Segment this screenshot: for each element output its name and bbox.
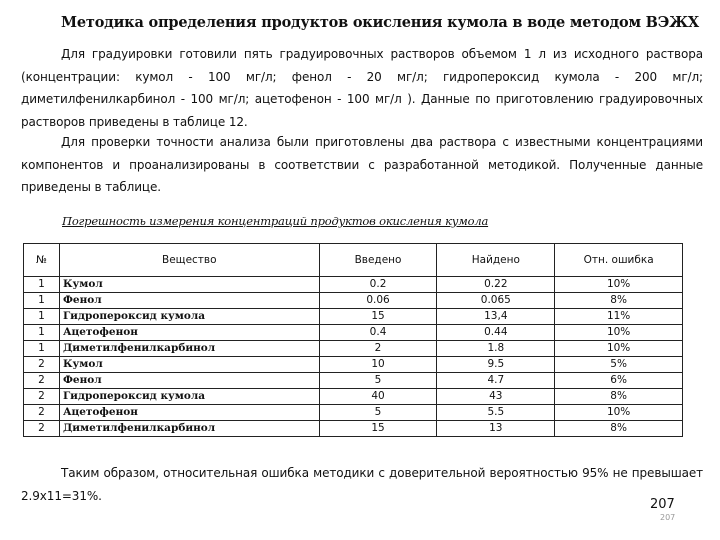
cell-added: 0.4: [319, 325, 437, 341]
cell-error: 10%: [555, 277, 683, 293]
header-found: Найдено: [437, 244, 555, 277]
cell-error: 10%: [555, 405, 683, 421]
cell-added: 5: [319, 373, 437, 389]
table-row: [24, 405, 683, 421]
cell-added: 5: [319, 405, 437, 421]
header-no: №: [24, 244, 60, 277]
cell-no: 1: [24, 309, 60, 325]
cell-error: 10%: [555, 325, 683, 341]
table-row: [24, 277, 683, 293]
paragraph-calibration: Для градуировки готовили пять градуировочных растворов объемом 1 л из исходного раствора (концентрации: кумол - 100 мг/л; фенол - 20 мг/л; гидропероксид кумола - 200 мг/л; диметилфенилкарбинол - 100 мг/л; ацетофенон - 100 мг/л ). Данные по приготовлению градуировочных растворов приведены в таблице 12.: [21, 47, 703, 129]
cell-error: 8%: [555, 389, 683, 405]
cell-error: 6%: [555, 373, 683, 389]
header-substance: Вещество: [59, 244, 319, 277]
cell-added: 40: [319, 389, 437, 405]
cell-error: 10%: [555, 341, 683, 357]
table-body: [24, 277, 683, 437]
cell-substance: Диметилфенилкарбинол: [59, 341, 319, 357]
table-row: [24, 389, 683, 405]
cell-found: 5.5: [437, 405, 555, 421]
header-added: Введено: [319, 244, 437, 277]
cell-error: 8%: [555, 293, 683, 309]
table-header-row: [24, 244, 683, 277]
table-row: [24, 421, 683, 437]
cell-no: 2: [24, 357, 60, 373]
table-row: [24, 341, 683, 357]
paragraph-accuracy-check: Для проверки точности анализа были приготовлены два раствора с известными концентрациями компонентов и проанализированы в соответствии с разработанной методикой. Полученные данные приведены в таблице.: [21, 135, 703, 194]
cell-added: 15: [319, 309, 437, 325]
cell-substance: Ацетофенон: [59, 405, 319, 421]
cell-no: 2: [24, 421, 60, 437]
cell-added: 0.06: [319, 293, 437, 309]
page-number: 207: [650, 497, 675, 512]
table-caption: Погрешность измерения концентраций продуктов окисления кумола: [62, 214, 489, 228]
cell-added: 10: [319, 357, 437, 373]
cell-error: 11%: [555, 309, 683, 325]
cell-no: 1: [24, 277, 60, 293]
table-row: [24, 357, 683, 373]
table-row: [24, 373, 683, 389]
cell-found: 43: [437, 389, 555, 405]
cell-substance: Кумол: [59, 357, 319, 373]
cell-substance: Гидропероксид кумола: [59, 309, 319, 325]
table-row: [24, 309, 683, 325]
cell-found: 1.8: [437, 341, 555, 357]
cell-found: 13: [437, 421, 555, 437]
cell-added: 15: [319, 421, 437, 437]
cell-no: 2: [24, 405, 60, 421]
cell-error: 5%: [555, 357, 683, 373]
header-error: Отн. ошибка: [555, 244, 683, 277]
cell-no: 1: [24, 325, 60, 341]
cell-found: 0.22: [437, 277, 555, 293]
page-title: Методика определения продуктов окисления кумола в воде методом ВЭЖХ: [61, 14, 699, 31]
cell-added: 2: [319, 341, 437, 357]
cell-substance: Фенол: [59, 293, 319, 309]
cell-no: 2: [24, 373, 60, 389]
cell-substance: Кумол: [59, 277, 319, 293]
cell-substance: Гидропероксид кумола: [59, 389, 319, 405]
cell-substance: Ацетофенон: [59, 325, 319, 341]
cell-substance: Диметилфенилкарбинол: [59, 421, 319, 437]
page-number-footer: 207: [660, 513, 676, 522]
cell-found: 4.7: [437, 373, 555, 389]
cell-no: 2: [24, 389, 60, 405]
cell-found: 9.5: [437, 357, 555, 373]
cell-found: 0.065: [437, 293, 555, 309]
cell-added: 0.2: [319, 277, 437, 293]
cell-found: 0.44: [437, 325, 555, 341]
cell-substance: Фенол: [59, 373, 319, 389]
cell-no: 1: [24, 341, 60, 357]
table-row: [24, 325, 683, 341]
paragraph-conclusion: Таким образом, относительная ошибка методики с доверительной вероятностью 95% не превышает 2.9х11=31%.: [21, 466, 703, 503]
table-row: [24, 293, 683, 309]
results-table: [23, 243, 683, 437]
cell-found: 13,4: [437, 309, 555, 325]
cell-error: 8%: [555, 421, 683, 437]
cell-no: 1: [24, 293, 60, 309]
